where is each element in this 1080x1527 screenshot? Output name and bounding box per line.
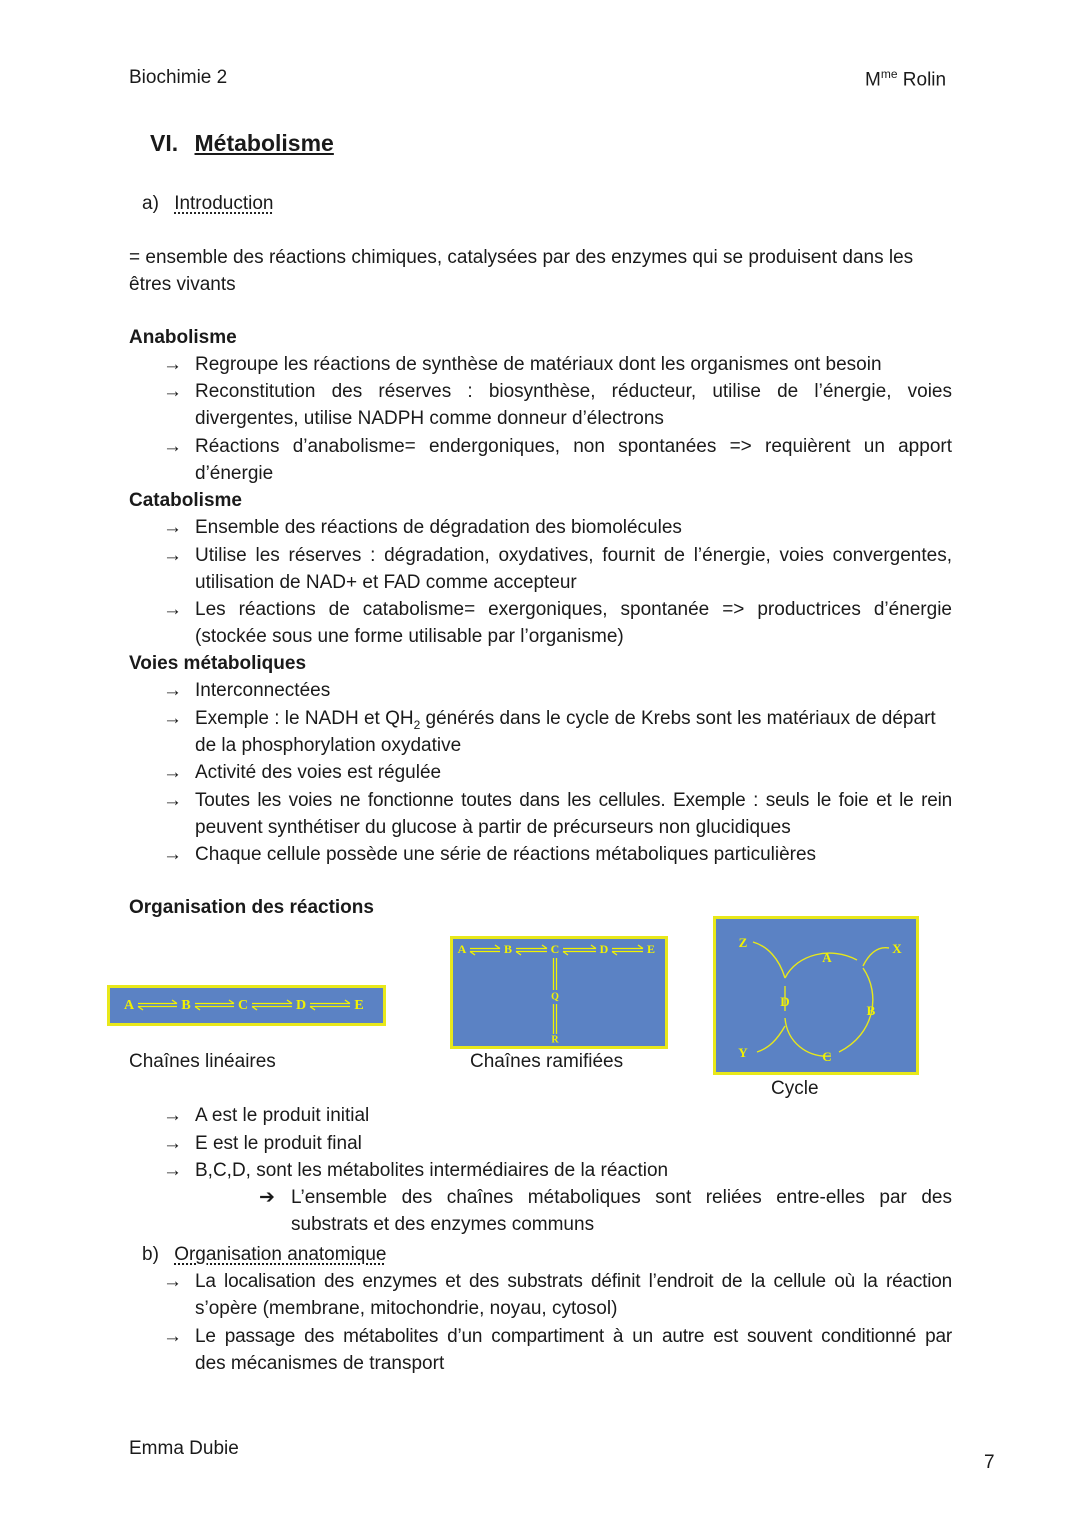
bullet-arrow-icon: → — [163, 1326, 182, 1347]
anabolisme-item-3-line1: Réactions d’anabolisme= endergoniques, non spontanées => requièrent un apport — [195, 436, 952, 457]
intro-definition-line2: êtres vivants — [129, 274, 236, 295]
intro-heading: a) Introduction — [142, 193, 274, 214]
cycle-node-d: D — [780, 993, 790, 1009]
bullet-arrow-icon: → — [163, 354, 182, 375]
cycle-node-c: C — [822, 1048, 832, 1064]
branch-node-e: E — [646, 941, 656, 956]
catabolisme-item-2-line2: utilisation de NAD+ et FAD comme accepteur — [195, 572, 577, 593]
bullet-arrow-icon: → — [163, 762, 182, 783]
intro-definition-line1: = ensemble des réactions chimiques, catalysées par des enzymes qui se produisent dans les — [129, 247, 914, 268]
bullet-arrow-icon: → — [163, 708, 182, 729]
bullet-arrow-icon: → — [163, 599, 182, 620]
branch-node-q: Q — [551, 991, 559, 1003]
anatomique-item-1-line2: s’opère (membrane, mitochondrie, noyau, cytosol) — [195, 1298, 618, 1319]
anabolisme-item-1: Regroupe les réactions de synthèse de matériaux dont les organismes ont besoin — [195, 354, 882, 375]
catabolisme-title: Catabolisme — [129, 490, 242, 511]
branched-chain-caption: Chaînes ramifiées — [470, 1051, 624, 1072]
voies-item-4-line2: peuvent synthétiser du glucose à partir de précurseurs non glucidiques — [195, 817, 791, 838]
catabolisme-item-1: Ensemble des réactions de dégradation des biomolécules — [195, 517, 682, 538]
cycle-external-z: Z — [738, 934, 748, 950]
branch-node-c: C — [550, 941, 560, 956]
voies-item-4-line1: Toutes les voies ne fonctionne toutes dans les cellules. Exemple : seuls le foie et le rein — [195, 790, 952, 811]
bullet-arrow-icon: → — [163, 680, 182, 701]
cycle-external-y: Y — [738, 1044, 748, 1060]
bullet-arrow-icon: → — [163, 790, 182, 811]
bullet-arrow-icon: → — [163, 1105, 182, 1126]
section-heading: Métabolisme — [194, 130, 334, 156]
anatomique-heading: b) Organisation anatomique — [142, 1244, 387, 1265]
footer-author: Emma Dubie — [129, 1438, 239, 1459]
anatomique-item-1-line1: La localisation des enzymes et des substrats définit l’endroit de la cellule où la réaction — [195, 1271, 952, 1292]
page-number: 7 — [984, 1452, 995, 1473]
organisation-point-3: B,C,D, sont les métabolites intermédiaires de la réaction — [195, 1160, 669, 1181]
branch-node-r: R — [551, 1034, 559, 1046]
anatomique-item-2-line1: Le passage des métabolites d’un compartiment à un autre est souvent conditionné par — [195, 1326, 952, 1347]
bullet-arrow-icon: → — [163, 1133, 182, 1154]
voies-item-2-line1: Exemple : le NADH et $QH_2$ générés dans le cycle de Krebs sont les matériaux de départ — [195, 708, 936, 732]
organisation-conclusion-line1: L’ensemble des chaînes métaboliques sont reliées entre-elles par des — [291, 1187, 952, 1208]
linear-chain-diagram — [107, 985, 386, 1026]
double-arrow-icon: ➔ — [259, 1187, 275, 1208]
bullet-arrow-icon: → — [163, 1160, 182, 1181]
chain-node-e: E — [354, 998, 364, 1014]
voies-item-2-line2: de la phosphorylation oxydative — [195, 735, 462, 756]
branch-node-b: B — [503, 941, 513, 956]
bullet-arrow-icon: → — [163, 844, 182, 865]
bullet-arrow-icon: → — [163, 545, 182, 566]
catabolisme-item-3-line1: Les réactions de catabolisme= exergoniques, spontanée => productrices d’énergie — [195, 599, 952, 620]
catabolisme-item-3-line2: (stockée sous une forme utilisable par l’organisme) — [195, 626, 624, 647]
chain-node-b: B — [181, 998, 191, 1014]
branch-node-d: D — [599, 941, 609, 956]
cycle-node-b: B — [866, 1002, 876, 1018]
voies-title: Voies métaboliques — [129, 653, 307, 674]
organisation-point-2: E est le produit final — [195, 1133, 362, 1154]
bullet-arrow-icon: → — [163, 1271, 182, 1292]
bullet-arrow-icon: → — [163, 381, 182, 402]
cycle-external-x: X — [892, 940, 902, 956]
organisation-title: Organisation des réactions — [129, 897, 374, 918]
organisation-conclusion-line2: substrats et des enzymes communs — [291, 1214, 595, 1235]
anabolisme-item-3-line2: d’énergie — [195, 463, 274, 484]
anatomique-item-2-line2: des mécanismes de transport — [195, 1353, 445, 1374]
linear-chain-caption: Chaînes linéaires — [129, 1051, 276, 1072]
bullet-arrow-icon: → — [163, 517, 182, 538]
chain-node-d: D — [295, 998, 307, 1014]
chain-node-a: A — [123, 998, 135, 1014]
voies-item-5: Chaque cellule possède une série de réactions métaboliques particulières — [195, 844, 817, 865]
header-course: Biochimie 2 — [129, 67, 228, 88]
organisation-point-1: A est le produit initial — [195, 1105, 370, 1126]
branch-node-a: A — [457, 941, 467, 956]
voies-item-1: Interconnectées — [195, 680, 331, 701]
voies-item-3: Activité des voies est régulée — [195, 762, 442, 783]
branched-chain-diagram — [450, 936, 668, 1049]
bullet-arrow-icon: → — [163, 436, 182, 457]
anabolisme-title: Anabolisme — [129, 327, 237, 348]
chain-node-c: C — [237, 998, 249, 1014]
header-teacher: $M^{me}$ Rolin — [865, 67, 947, 91]
cycle-node-a: A — [822, 949, 832, 965]
anabolisme-item-2-line1: Reconstitution des réserves : biosynthèse, réducteur, utilise de l’énergie, voies — [195, 381, 952, 402]
section-number: VI. — [150, 130, 179, 156]
cycle-caption: Cycle — [771, 1078, 819, 1099]
cycle-diagram — [713, 916, 919, 1075]
section-title — [150, 130, 334, 157]
anabolisme-item-2-line2: divergentes, utilise NADPH comme donneur d’électrons — [195, 408, 664, 429]
catabolisme-item-2-line1: Utilise les réserves : dégradation, oxydatives, fournit de l’énergie, voies convergentes, — [195, 545, 952, 566]
